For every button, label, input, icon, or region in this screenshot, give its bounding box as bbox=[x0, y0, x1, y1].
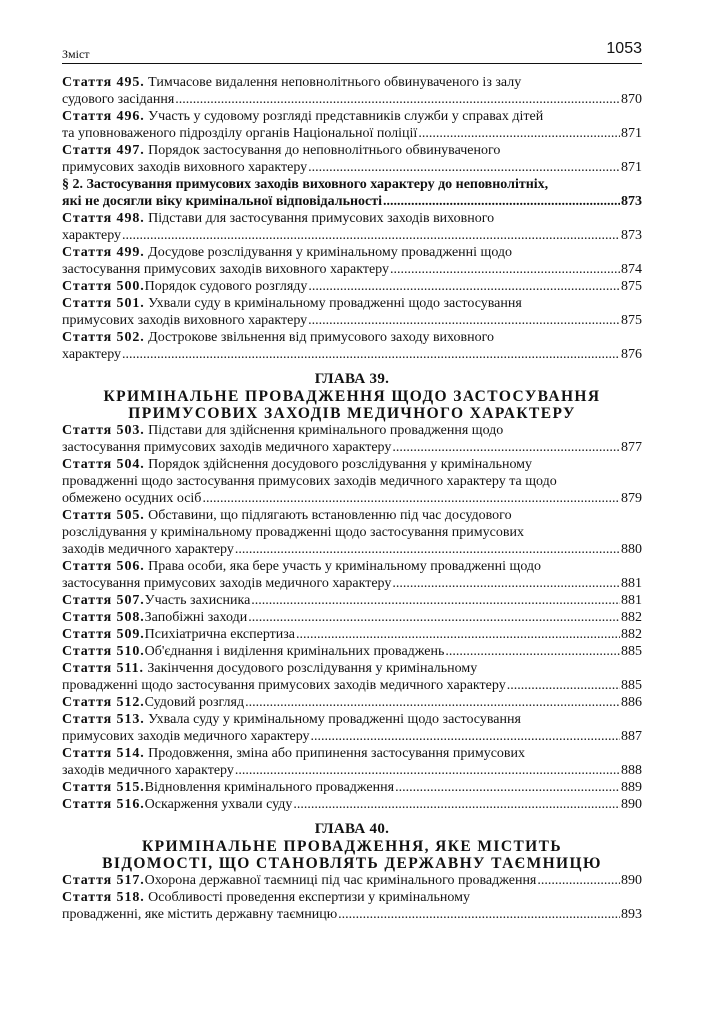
entry-line bbox=[62, 329, 642, 346]
entry-line bbox=[62, 711, 642, 728]
entry-text: § 2. Застосування примусових заходів виховного характеру до неповнолітніх, bbox=[62, 177, 549, 192]
entry-text: Дострокове звільнення від примусового заходу виховного bbox=[148, 330, 495, 345]
dot-leader bbox=[392, 439, 620, 456]
entry-line bbox=[62, 609, 642, 626]
article-label: Стаття 496. bbox=[62, 109, 145, 124]
dot-leader bbox=[338, 906, 620, 923]
entry-text: застосування примусових заходів медичного характеру bbox=[62, 576, 392, 591]
entry-line bbox=[62, 677, 642, 694]
article-label: Стаття 508. bbox=[62, 610, 145, 625]
entry-text: Об'єднання і виділення кримінальних проваджень bbox=[144, 644, 445, 659]
dot-leader bbox=[293, 796, 620, 813]
dot-leader bbox=[308, 159, 620, 176]
entry-text: Особливості проведення експертизи у кримінальному bbox=[148, 890, 470, 905]
page-number: 890 bbox=[621, 797, 642, 812]
entry-line bbox=[62, 108, 642, 125]
entry-text: Участь захисника bbox=[144, 593, 251, 608]
article-label: Стаття 516. bbox=[62, 797, 145, 812]
entry-line bbox=[62, 796, 642, 813]
entry-line bbox=[62, 125, 642, 142]
page-number: 876 bbox=[621, 347, 642, 362]
entry-line bbox=[62, 91, 642, 108]
entry-line bbox=[62, 694, 642, 711]
entry-text: Порядок судового розгляду bbox=[144, 279, 308, 294]
toc-entry[interactable] bbox=[62, 507, 642, 558]
article-label: Стаття 495. bbox=[62, 75, 145, 90]
entry-line bbox=[62, 159, 642, 176]
toc-entry[interactable] bbox=[62, 210, 642, 244]
entry-line bbox=[62, 422, 642, 439]
page-number: 873 bbox=[621, 228, 642, 243]
dot-leader bbox=[235, 541, 620, 558]
entry-line bbox=[62, 872, 642, 889]
entry-text: які не досягли віку кримінальної відповідальності bbox=[62, 194, 383, 209]
entry-line bbox=[62, 227, 642, 244]
toc-entry[interactable] bbox=[62, 694, 642, 711]
entry-line bbox=[62, 906, 642, 923]
page-number: 871 bbox=[621, 160, 642, 175]
toc-entry[interactable] bbox=[62, 796, 642, 813]
header-page-number: 1053 bbox=[606, 40, 642, 57]
entry-line bbox=[62, 541, 642, 558]
article-label: Стаття 514. bbox=[62, 746, 145, 761]
entry-text: застосування примусових заходів медичного характеру bbox=[62, 440, 392, 455]
dot-leader bbox=[235, 762, 620, 779]
entry-line bbox=[62, 74, 642, 91]
entry-text: обмежено осудних осіб bbox=[62, 491, 202, 506]
page-number: 881 bbox=[621, 576, 642, 591]
entry-line bbox=[62, 575, 642, 592]
entry-text: заходів медичного характеру bbox=[62, 763, 234, 778]
article-label: Стаття 517. bbox=[62, 873, 145, 888]
dot-leader bbox=[311, 728, 620, 745]
entry-text: Оскарження ухвали суду bbox=[144, 797, 293, 812]
toc-entry[interactable] bbox=[62, 329, 642, 363]
entry-line bbox=[62, 210, 642, 227]
page-number: 881 bbox=[621, 593, 642, 608]
entry-text: Продовження, зміна або припинення застосування примусових bbox=[148, 746, 526, 761]
entry-line bbox=[62, 278, 642, 295]
article-label: Стаття 510. bbox=[62, 644, 145, 659]
chapter-number: ГЛАВА 39. bbox=[314, 371, 390, 387]
page-number: 879 bbox=[621, 491, 642, 506]
toc-entry[interactable] bbox=[62, 872, 642, 889]
entry-line bbox=[62, 473, 642, 490]
toc-entry[interactable] bbox=[62, 456, 642, 507]
dot-leader bbox=[383, 193, 620, 210]
dot-leader bbox=[296, 626, 620, 643]
page-number: 887 bbox=[621, 729, 642, 744]
entry-text: провадженні, яке містить державну таємницю bbox=[62, 907, 338, 922]
page-number: 882 bbox=[621, 610, 642, 625]
page-number: 870 bbox=[621, 92, 642, 107]
chapter-title-line: КРИМІНАЛЬНЕ ПРОВАДЖЕННЯ, ЯКЕ МІСТИТЬ bbox=[141, 838, 563, 855]
dot-leader bbox=[308, 312, 620, 329]
entry-line bbox=[62, 295, 642, 312]
toc-entry[interactable] bbox=[62, 592, 642, 609]
entry-text: Відновлення кримінального провадження bbox=[144, 780, 395, 795]
entry-line bbox=[62, 193, 642, 210]
entry-line bbox=[62, 346, 642, 363]
entry-line bbox=[62, 142, 642, 159]
dot-leader bbox=[175, 91, 620, 108]
entry-text: примусових заходів виховного характеру bbox=[62, 160, 308, 175]
entry-line bbox=[62, 244, 642, 261]
article-label: Стаття 500. bbox=[62, 279, 145, 294]
article-label: Стаття 502. bbox=[62, 330, 145, 345]
entry-text: Участь у судовому розгляді представників служби у справах дітей bbox=[148, 109, 544, 124]
entry-text: характеру bbox=[62, 347, 122, 362]
entry-line bbox=[62, 312, 642, 329]
dot-leader bbox=[445, 643, 620, 660]
dot-leader bbox=[248, 609, 620, 626]
page-number: 889 bbox=[621, 780, 642, 795]
toc-entry[interactable] bbox=[62, 278, 642, 295]
entry-line bbox=[62, 524, 642, 541]
entry-line bbox=[62, 779, 642, 796]
article-label: Стаття 515. bbox=[62, 780, 145, 795]
entry-line bbox=[62, 456, 642, 473]
dot-leader bbox=[251, 592, 620, 609]
dot-leader bbox=[395, 779, 620, 796]
article-label: Стаття 503. bbox=[62, 423, 145, 438]
toc-entry[interactable] bbox=[62, 74, 642, 108]
entry-text: судового засідання bbox=[62, 92, 175, 107]
entry-line bbox=[62, 626, 642, 643]
entry-line bbox=[62, 490, 642, 507]
entry-text: примусових заходів медичного характеру bbox=[62, 729, 310, 744]
toc-entry[interactable] bbox=[62, 779, 642, 796]
entry-line bbox=[62, 592, 642, 609]
dot-leader bbox=[245, 694, 620, 711]
entry-text: Обставини, що підлягають встановленню під час досудового bbox=[148, 508, 512, 523]
toc-entry[interactable] bbox=[62, 609, 642, 626]
toc-entry[interactable] bbox=[62, 626, 642, 643]
entry-line bbox=[62, 558, 642, 575]
entry-text: Підстави для здійснення кримінального провадження щодо bbox=[148, 423, 504, 438]
entry-line bbox=[62, 507, 642, 524]
article-label: Стаття 501. bbox=[62, 296, 145, 311]
entry-text: примусових заходів виховного характеру bbox=[62, 313, 308, 328]
article-label: Стаття 511. bbox=[62, 661, 144, 676]
article-label: Стаття 512. bbox=[62, 695, 145, 710]
dot-leader bbox=[202, 490, 620, 507]
chapter-number: ГЛАВА 40. bbox=[314, 821, 390, 837]
toc-entry[interactable] bbox=[62, 295, 642, 329]
dot-leader bbox=[392, 575, 620, 592]
toc-entry[interactable] bbox=[62, 422, 642, 456]
entry-text: Охорона державної таємниці під час кримінального провадження bbox=[144, 873, 537, 888]
page-number: 885 bbox=[621, 644, 642, 659]
table-of-contents bbox=[62, 74, 642, 923]
entry-line bbox=[62, 643, 642, 660]
article-label: Стаття 507. bbox=[62, 593, 145, 608]
header-rule bbox=[62, 63, 642, 64]
entry-text: Права особи, яка бере участь у кримінальному провадженні щодо bbox=[148, 559, 542, 574]
page-number: 888 bbox=[621, 763, 642, 778]
entry-text: Ухвали суду в кримінальному провадженні щодо застосування bbox=[148, 296, 522, 311]
article-label: Стаття 499. bbox=[62, 245, 145, 260]
chapter-heading bbox=[62, 371, 642, 422]
page-number: 873 bbox=[621, 194, 642, 209]
article-label: Стаття 504. bbox=[62, 457, 145, 472]
article-label: Стаття 509. bbox=[62, 627, 145, 642]
entry-text: застосування примусових заходів виховного характеру bbox=[62, 262, 389, 277]
dot-leader bbox=[418, 125, 620, 142]
entry-line bbox=[62, 762, 642, 779]
entry-line bbox=[62, 660, 642, 677]
article-label: Стаття 518. bbox=[62, 890, 145, 905]
entry-text: Запобіжні заходи bbox=[144, 610, 248, 625]
entry-text: заходів медичного характеру bbox=[62, 542, 234, 557]
page-number: 880 bbox=[621, 542, 642, 557]
article-label: Стаття 498. bbox=[62, 211, 145, 226]
entry-text: Порядок застосування до неповнолітнього обвинуваченого bbox=[148, 143, 501, 158]
entry-line bbox=[62, 261, 642, 278]
toc-entry[interactable] bbox=[62, 643, 642, 660]
entry-text: Ухвала суду у кримінальному провадженні щодо застосування bbox=[148, 712, 521, 727]
page-number: 893 bbox=[621, 907, 642, 922]
entry-text: та уповноваженого підрозділу органів Національної поліції bbox=[62, 126, 418, 141]
toc-entry[interactable] bbox=[62, 660, 642, 694]
toc-entry[interactable] bbox=[62, 745, 642, 779]
chapter-title-line: ПРИМУСОВИХ ЗАХОДІВ МЕДИЧНОГО ХАРАКТЕРУ bbox=[128, 405, 576, 422]
entry-text: характеру bbox=[62, 228, 122, 243]
dot-leader bbox=[507, 677, 620, 694]
article-label: Стаття 505. bbox=[62, 508, 145, 523]
page-number: 871 bbox=[621, 126, 642, 141]
header-title: Зміст bbox=[62, 47, 90, 61]
entry-text: Тимчасове видалення неповнолітнього обвинуваченого із залу bbox=[148, 75, 522, 90]
dot-leader bbox=[122, 346, 620, 363]
page-number: 890 bbox=[621, 873, 642, 888]
entry-line bbox=[62, 176, 642, 193]
entry-line bbox=[62, 439, 642, 456]
entry-line bbox=[62, 745, 642, 762]
toc-entry[interactable] bbox=[62, 889, 642, 923]
page-number: 882 bbox=[621, 627, 642, 642]
toc-entry[interactable] bbox=[62, 142, 642, 176]
entry-text: Судовий розгляд bbox=[144, 695, 245, 710]
chapter-heading bbox=[62, 821, 642, 872]
dot-leader bbox=[537, 872, 620, 889]
chapter-title-line: КРИМІНАЛЬНЕ ПРОВАДЖЕННЯ ЩОДО ЗАСТОСУВАННЯ bbox=[103, 388, 601, 405]
entry-text: Порядок здійснення досудового розслідування у кримінальному bbox=[148, 457, 533, 472]
entry-text: Досудове розслідування у кримінальному провадженні щодо bbox=[148, 245, 513, 260]
entry-text: Психіатрична експертиза bbox=[144, 627, 295, 642]
page-number: 875 bbox=[621, 313, 642, 328]
toc-entry[interactable] bbox=[62, 108, 642, 142]
running-header bbox=[62, 40, 642, 64]
article-label: Стаття 497. bbox=[62, 143, 145, 158]
toc-entry[interactable] bbox=[62, 244, 642, 278]
chapter-title-line: ВІДОМОСТІ, ЩО СТАНОВЛЯТЬ ДЕРЖАВНУ ТАЄМНИЦЮ bbox=[102, 855, 602, 872]
page bbox=[62, 40, 642, 923]
page-number: 875 bbox=[621, 279, 642, 294]
page-number: 877 bbox=[621, 440, 642, 455]
dot-leader bbox=[308, 278, 620, 295]
toc-entry[interactable] bbox=[62, 711, 642, 745]
entry-line bbox=[62, 728, 642, 745]
dot-leader bbox=[390, 261, 620, 278]
entry-text: розслідування у кримінальному провадженні щодо застосування примусових bbox=[62, 525, 524, 540]
page-number: 885 bbox=[621, 678, 642, 693]
article-label: Стаття 506. bbox=[62, 559, 145, 574]
entry-text: Закінчення досудового розслідування у кримінальному bbox=[147, 661, 478, 676]
entry-text: провадженні щодо застосування примусових заходів медичного характеру bbox=[62, 678, 506, 693]
toc-entry[interactable] bbox=[62, 558, 642, 592]
entry-text: провадженні щодо застосування примусових заходів медичного характеру та щодо bbox=[62, 474, 557, 489]
article-label: Стаття 513. bbox=[62, 712, 145, 727]
page-number: 886 bbox=[621, 695, 642, 710]
section-entry[interactable] bbox=[62, 176, 642, 210]
page-number: 874 bbox=[621, 262, 642, 277]
entry-text: Підстави для застосування примусових заходів виховного bbox=[148, 211, 495, 226]
entry-line bbox=[62, 889, 642, 906]
dot-leader bbox=[122, 227, 620, 244]
